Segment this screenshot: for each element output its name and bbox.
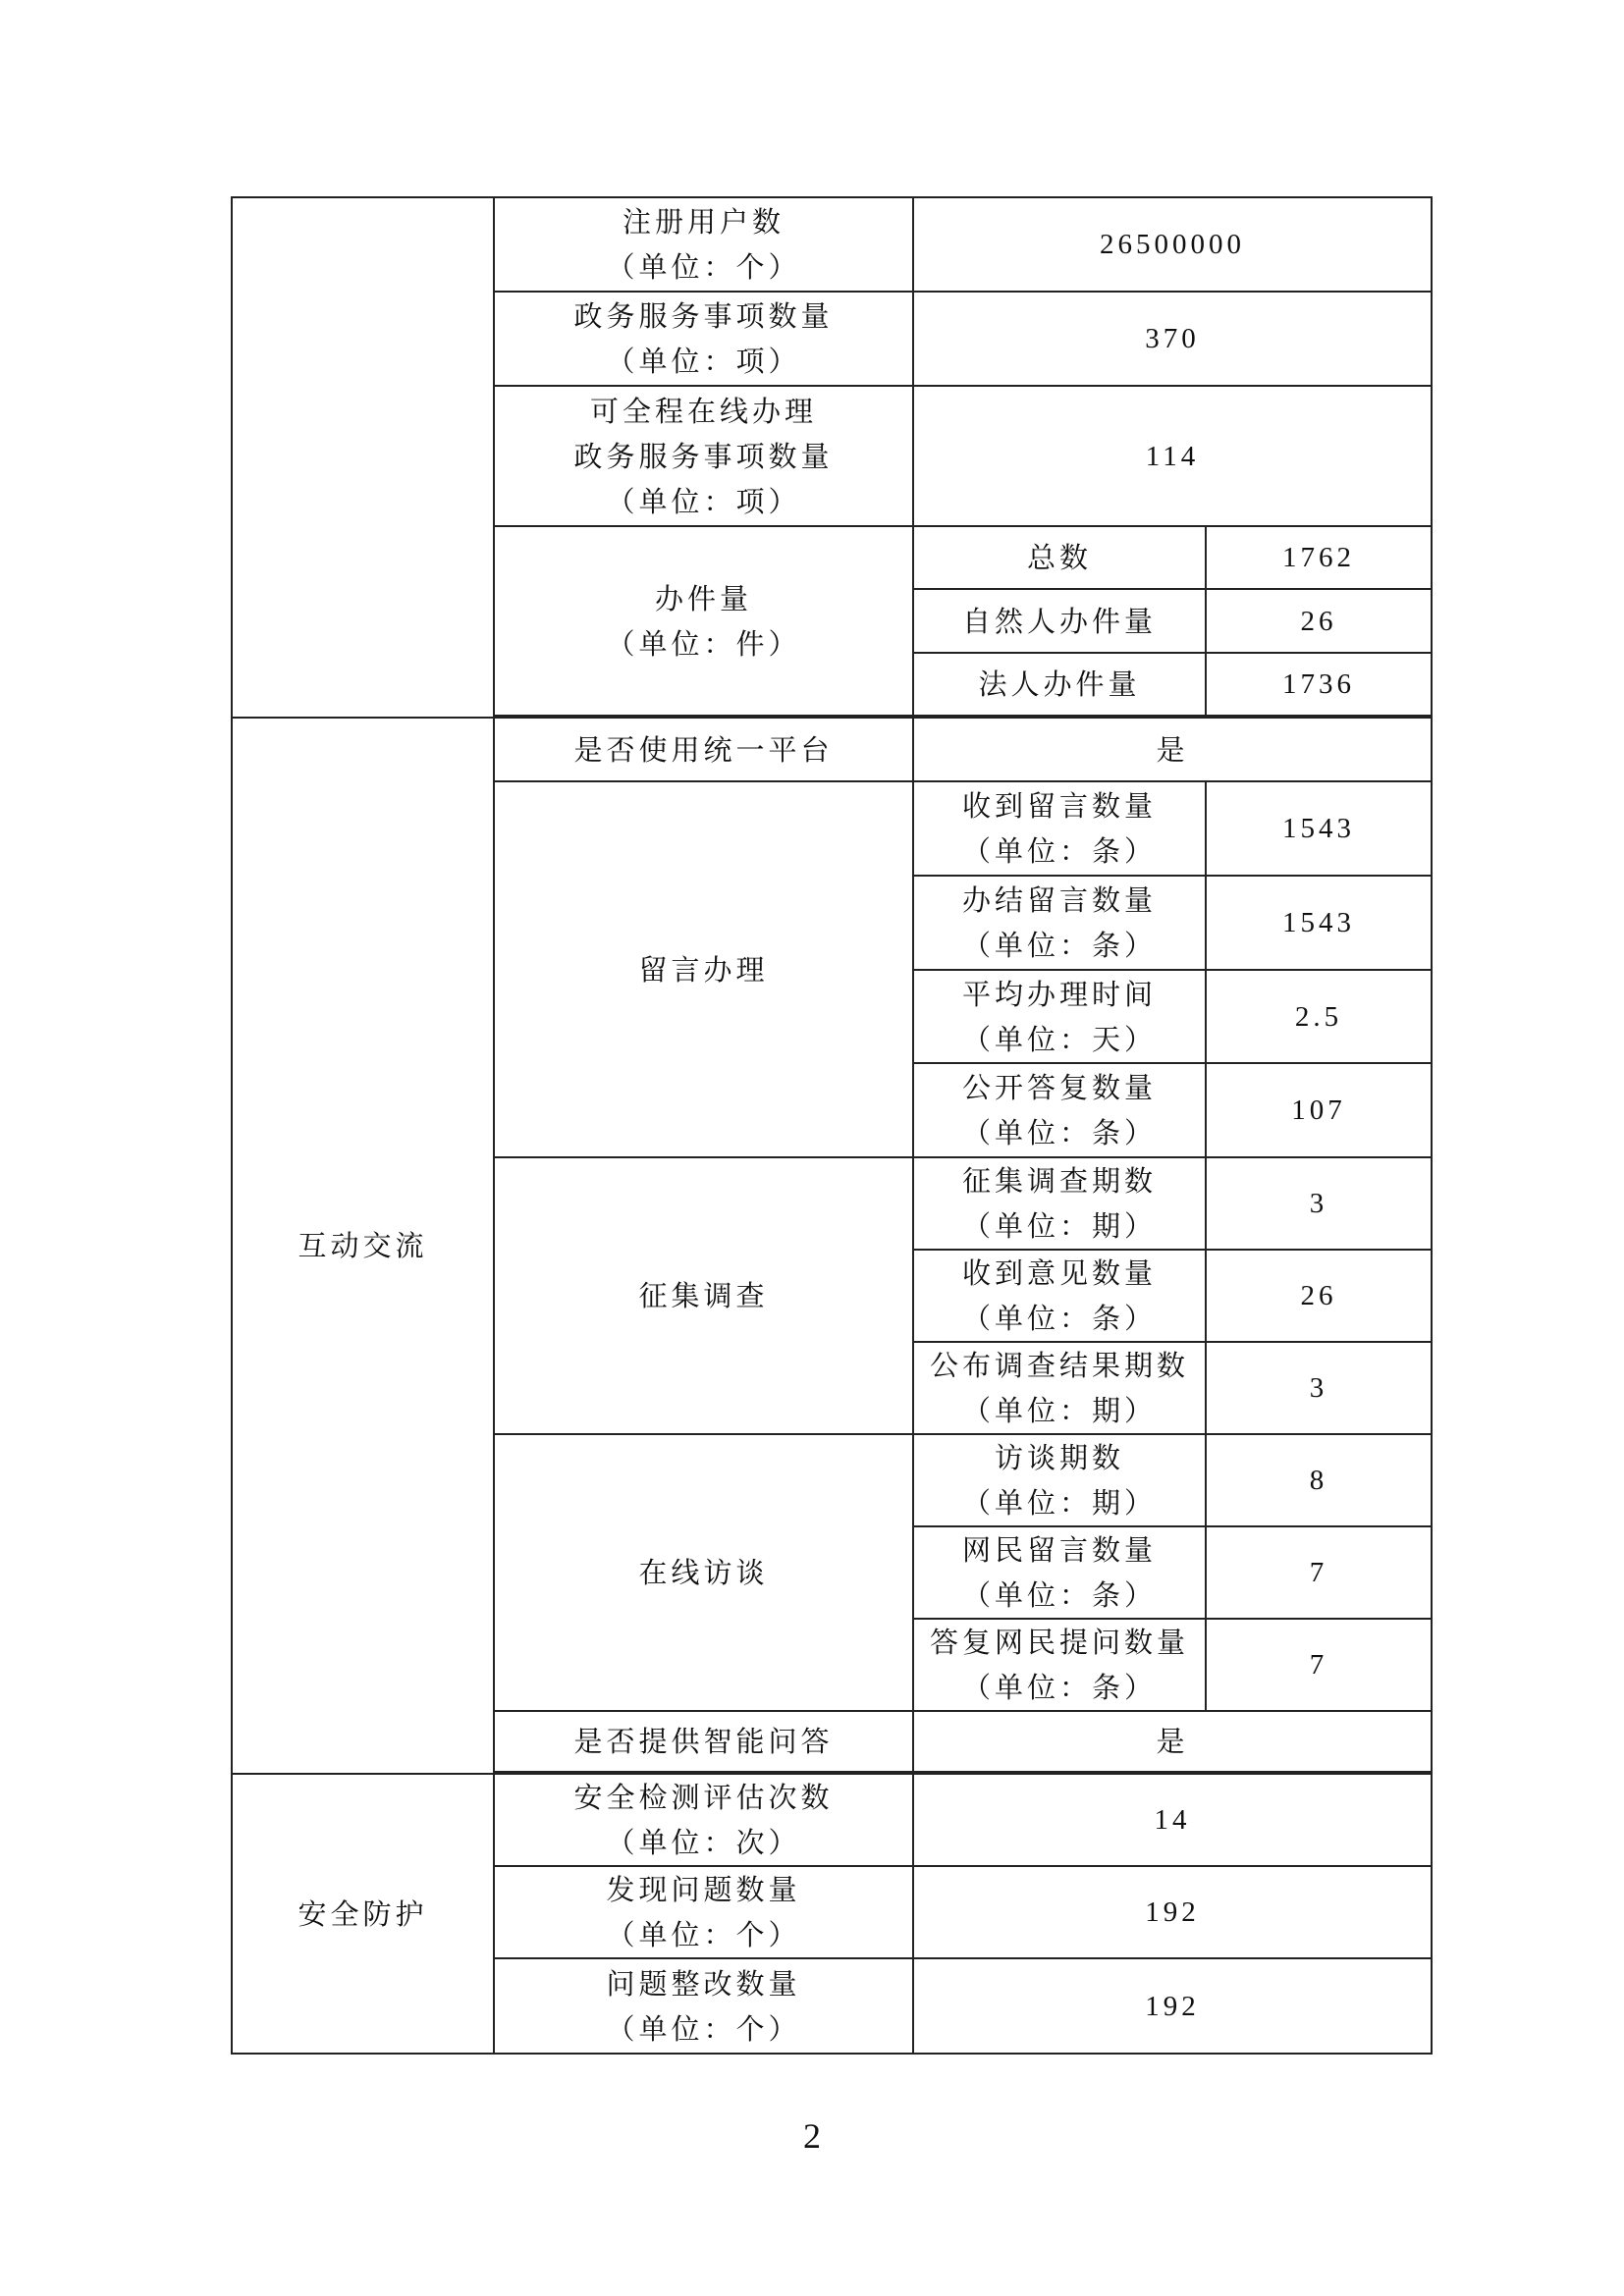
group-label-cell: 留言办理 xyxy=(494,781,913,1157)
label-cell xyxy=(494,386,913,526)
value-cell: 7 xyxy=(1206,1526,1432,1619)
row-label: 可全程在线办理 xyxy=(589,394,817,428)
category-cell: 互动交流 xyxy=(232,718,494,1774)
value-cell: 26 xyxy=(1206,1250,1432,1342)
label-cell xyxy=(494,197,913,292)
label-cell: 是否使用统一平台 xyxy=(494,718,913,781)
row-label: 安全检测评估次数 xyxy=(573,1781,834,1814)
sub-label-cell xyxy=(913,876,1206,970)
value-cell: 7 xyxy=(1206,1619,1432,1711)
category-cell-blank xyxy=(232,197,494,718)
label-cell xyxy=(494,292,913,386)
label-cell: 是否提供智能问答 xyxy=(494,1711,913,1772)
table-row xyxy=(232,197,1432,292)
row-unit: （单位：项） xyxy=(606,345,801,378)
row-unit: （单位：个） xyxy=(606,1918,801,1951)
sub-label-cell xyxy=(913,1063,1206,1157)
row-label: 问题整改数量 xyxy=(606,1966,801,2001)
value-cell: 114 xyxy=(913,386,1432,526)
value-cell: 8 xyxy=(1206,1434,1432,1526)
sub-label-cell: 法人办件量 xyxy=(913,653,1206,716)
value-cell: 1543 xyxy=(1206,781,1432,876)
sub-unit: （单位：条） xyxy=(961,1671,1157,1704)
row-unit: （单位：个） xyxy=(606,250,801,284)
sub-unit: （单位：期） xyxy=(961,1486,1157,1520)
value-cell: 2.5 xyxy=(1206,970,1432,1063)
sub-label: 收到留言数量 xyxy=(961,789,1157,823)
value-cell: 1736 xyxy=(1206,653,1432,716)
statistics-table xyxy=(231,196,1433,2055)
value-cell: 370 xyxy=(913,292,1432,386)
row-label: 政务服务事项数量 xyxy=(573,439,834,473)
sub-label: 平均办理时间 xyxy=(961,977,1157,1011)
row-unit: （单位：个） xyxy=(606,2011,801,2046)
category-cell: 安全防护 xyxy=(232,1774,494,2054)
value-cell: 3 xyxy=(1206,1157,1432,1250)
group-label: 办件量 xyxy=(654,581,752,615)
sub-label-cell xyxy=(913,1342,1206,1434)
sub-unit: （单位：条） xyxy=(961,1578,1157,1612)
group-label-cell: 在线访谈 xyxy=(494,1434,913,1711)
sub-label: 访谈期数 xyxy=(994,1441,1124,1474)
value-cell: 是 xyxy=(913,718,1432,781)
value-cell: 3 xyxy=(1206,1342,1432,1434)
sub-unit: （单位：条） xyxy=(961,929,1157,962)
row-label: 政务服务事项数量 xyxy=(573,299,834,333)
sub-label-cell xyxy=(913,781,1206,876)
value-cell: 是 xyxy=(913,1711,1432,1772)
sub-label: 征集调查期数 xyxy=(961,1164,1157,1198)
label-cell xyxy=(494,1958,913,2054)
value-cell: 1543 xyxy=(1206,876,1432,970)
group-label-cell: 征集调查 xyxy=(494,1157,913,1434)
row-unit: （单位：次） xyxy=(606,1826,801,1859)
value-cell: 26500000 xyxy=(913,197,1432,292)
sub-unit: （单位：期） xyxy=(961,1209,1157,1243)
sub-label: 办结留言数量 xyxy=(961,883,1157,917)
sub-unit: （单位：天） xyxy=(961,1022,1157,1056)
value-cell: 192 xyxy=(913,1958,1432,2054)
sub-label-cell xyxy=(913,970,1206,1063)
sub-label: 答复网民提问数量 xyxy=(929,1626,1189,1659)
table-row xyxy=(232,1774,1432,1866)
sub-label-cell xyxy=(913,1157,1206,1250)
sub-label: 网民留言数量 xyxy=(961,1533,1157,1567)
row-label: 注册用户数 xyxy=(622,205,785,239)
row-unit: （单位：项） xyxy=(606,484,801,518)
table-row xyxy=(232,718,1432,781)
sub-label: 公开答复数量 xyxy=(961,1071,1157,1104)
sub-label: 收到意见数量 xyxy=(961,1256,1157,1290)
value-cell: 192 xyxy=(913,1866,1432,1958)
value-cell: 1762 xyxy=(1206,526,1432,589)
page-number: 2 xyxy=(803,2116,821,2156)
sub-unit: （单位：条） xyxy=(961,1116,1157,1149)
value-cell: 14 xyxy=(913,1774,1432,1866)
group-unit: （单位：件） xyxy=(606,626,801,661)
value-cell: 26 xyxy=(1206,589,1432,653)
sub-label-cell xyxy=(913,1250,1206,1342)
group-label-cell xyxy=(494,526,913,716)
row-label: 发现问题数量 xyxy=(606,1873,801,1906)
sub-label: 公布调查结果期数 xyxy=(929,1349,1189,1382)
sub-unit: （单位：条） xyxy=(961,834,1157,868)
sub-label-cell: 自然人办件量 xyxy=(913,589,1206,653)
sub-unit: （单位：条） xyxy=(961,1302,1157,1335)
sub-unit: （单位：期） xyxy=(961,1394,1157,1427)
sub-label-cell xyxy=(913,1434,1206,1526)
value-cell: 107 xyxy=(1206,1063,1432,1157)
sub-label-cell xyxy=(913,1526,1206,1619)
sub-label-cell: 总数 xyxy=(913,526,1206,589)
sub-label-cell xyxy=(913,1619,1206,1711)
label-cell xyxy=(494,1866,913,1958)
label-cell xyxy=(494,1774,913,1866)
